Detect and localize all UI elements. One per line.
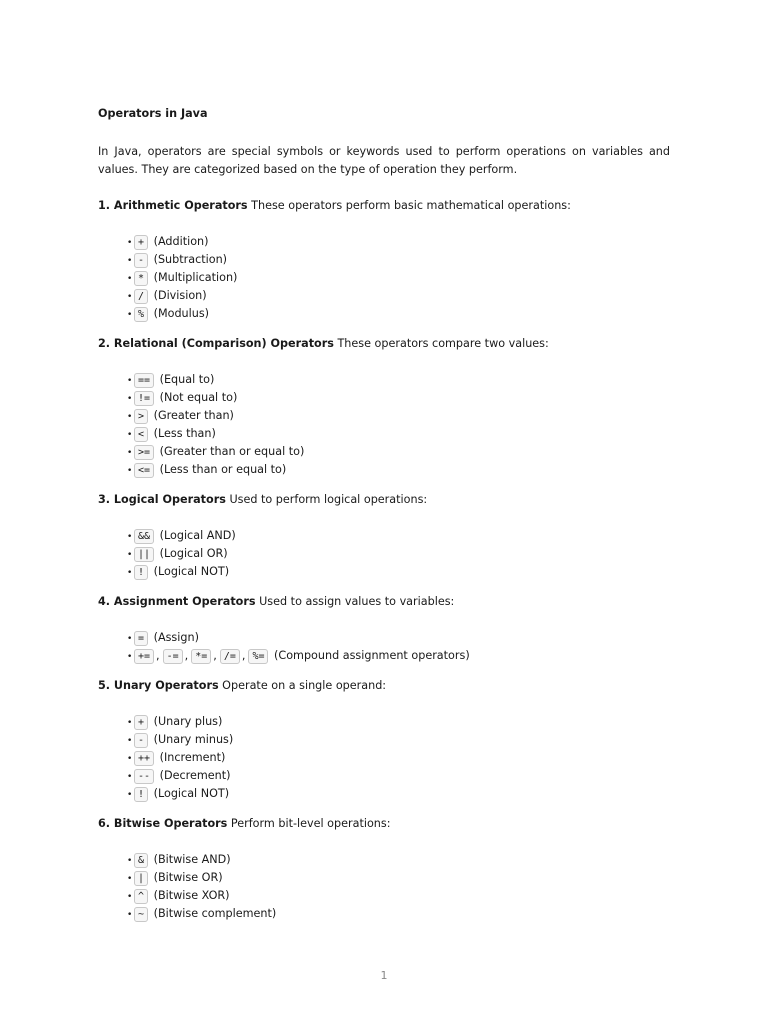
list-item bbox=[127, 767, 670, 785]
operator-code: ! bbox=[134, 565, 148, 580]
bullet-icon: • bbox=[127, 412, 133, 422]
section-heading bbox=[98, 593, 670, 611]
list-item bbox=[127, 869, 670, 887]
list-item bbox=[127, 647, 670, 665]
bullet-icon: • bbox=[127, 466, 133, 476]
document-page bbox=[98, 105, 670, 935]
section-heading bbox=[98, 491, 670, 509]
operator-code: || bbox=[134, 547, 154, 562]
document-title: Operators in Java bbox=[98, 107, 208, 120]
section-heading-text: Used to perform logical operations: bbox=[225, 493, 428, 506]
section-heading-text: Operate on a single operand: bbox=[218, 679, 387, 692]
bullet-icon: • bbox=[127, 652, 133, 662]
comma-separator: , bbox=[241, 649, 246, 662]
intro-paragraph: In Java, operators are special symbols or keywords used to perform operations on variables and values. They are categorized based on the type of operation they perform. bbox=[98, 145, 670, 176]
operator-code: = bbox=[134, 631, 148, 646]
operator-code: + bbox=[134, 715, 148, 730]
operator-code: ^ bbox=[134, 889, 148, 904]
operator-code: && bbox=[134, 529, 154, 544]
operator-description: (Bitwise XOR) bbox=[150, 889, 230, 902]
list-item bbox=[127, 563, 670, 581]
operator-description: (Less than or equal to) bbox=[156, 463, 287, 476]
operator-list bbox=[98, 851, 670, 923]
operator-description: (Equal to) bbox=[156, 373, 215, 386]
operator-description: (Compound assignment operators) bbox=[270, 649, 470, 662]
section-heading-bold: 5. Unary Operators bbox=[98, 679, 219, 692]
section-heading-bold: 3. Logical Operators bbox=[98, 493, 226, 506]
operator-description: (Bitwise complement) bbox=[150, 907, 277, 920]
operator-description: (Greater than) bbox=[150, 409, 234, 422]
list-item bbox=[127, 233, 670, 251]
operator-description: (Logical NOT) bbox=[150, 565, 230, 578]
list-item bbox=[127, 749, 670, 767]
list-item bbox=[127, 287, 670, 305]
section-heading-text: Used to assign values to variables: bbox=[255, 595, 455, 608]
operator-description: (Decrement) bbox=[156, 769, 231, 782]
operator-code: == bbox=[134, 373, 154, 388]
operator-code: + bbox=[134, 235, 148, 250]
bullet-icon: • bbox=[127, 292, 133, 302]
operator-description: (Logical NOT) bbox=[150, 787, 230, 800]
operator-code: -- bbox=[134, 769, 154, 784]
operator-description: (Unary minus) bbox=[150, 733, 234, 746]
bullet-icon: • bbox=[127, 568, 133, 578]
operator-code: % bbox=[134, 307, 148, 322]
operator-list bbox=[98, 527, 670, 581]
operator-code: * bbox=[134, 271, 148, 286]
section-heading-text: These operators compare two values: bbox=[333, 337, 549, 350]
operator-section bbox=[98, 197, 670, 323]
page-number: 1 bbox=[380, 969, 388, 982]
bullet-icon: • bbox=[127, 910, 133, 920]
operator-section bbox=[98, 491, 670, 581]
operator-list bbox=[98, 233, 670, 323]
list-item bbox=[127, 527, 670, 545]
bullet-icon: • bbox=[127, 772, 133, 782]
bullet-icon: • bbox=[127, 532, 133, 542]
operator-code: > bbox=[134, 409, 148, 424]
list-item bbox=[127, 713, 670, 731]
bullet-icon: • bbox=[127, 736, 133, 746]
list-item bbox=[127, 443, 670, 461]
comma-separator: , bbox=[156, 649, 160, 662]
operator-list bbox=[98, 713, 670, 803]
operator-code: ! bbox=[134, 787, 148, 802]
list-item bbox=[127, 887, 670, 905]
operator-description: (Increment) bbox=[156, 751, 226, 764]
operator-code: *= bbox=[191, 649, 211, 664]
list-item bbox=[127, 545, 670, 563]
list-item bbox=[127, 305, 670, 323]
operator-description: (Logical OR) bbox=[156, 547, 228, 560]
operator-code: ++ bbox=[134, 751, 154, 766]
bullet-icon: • bbox=[127, 718, 133, 728]
operator-code: < bbox=[134, 427, 148, 442]
list-item bbox=[127, 629, 670, 647]
operator-code: <= bbox=[134, 463, 154, 478]
bullet-icon: • bbox=[127, 754, 133, 764]
operator-description: (Subtraction) bbox=[150, 253, 228, 266]
section-heading bbox=[98, 335, 670, 353]
operator-description: (Addition) bbox=[150, 235, 209, 248]
bullet-icon: • bbox=[127, 238, 133, 248]
operator-code: - bbox=[134, 253, 148, 268]
operator-section bbox=[98, 677, 670, 803]
operator-code: -= bbox=[163, 649, 183, 664]
bullet-icon: • bbox=[127, 310, 133, 320]
section-heading-bold: 2. Relational (Comparison) Operators bbox=[98, 337, 334, 350]
list-item bbox=[127, 461, 670, 479]
operator-description: (Logical AND) bbox=[156, 529, 236, 542]
operator-description: (Bitwise OR) bbox=[150, 871, 223, 884]
operator-description: (Less than) bbox=[150, 427, 216, 440]
comma-separator: , bbox=[184, 649, 189, 662]
operator-section bbox=[98, 815, 670, 923]
bullet-icon: • bbox=[127, 256, 133, 266]
list-item bbox=[127, 407, 670, 425]
section-heading bbox=[98, 197, 670, 215]
section-heading-bold: 4. Assignment Operators bbox=[98, 595, 256, 608]
bullet-icon: • bbox=[127, 448, 133, 458]
list-item bbox=[127, 371, 670, 389]
operator-code: += bbox=[134, 649, 154, 664]
sections-container bbox=[98, 197, 670, 923]
list-item bbox=[127, 851, 670, 869]
bullet-icon: • bbox=[127, 634, 133, 644]
operator-code: - bbox=[134, 733, 148, 748]
bullet-icon: • bbox=[127, 430, 133, 440]
operator-description: (Assign) bbox=[150, 631, 199, 644]
operator-description: (Multiplication) bbox=[150, 271, 238, 284]
bullet-icon: • bbox=[127, 874, 133, 884]
operator-code: >= bbox=[134, 445, 154, 460]
operator-description: (Modulus) bbox=[150, 307, 210, 320]
operator-code: & bbox=[134, 853, 148, 868]
section-heading-text: These operators perform basic mathematical operations: bbox=[247, 199, 571, 212]
bullet-icon: • bbox=[127, 376, 133, 386]
operator-code: | bbox=[134, 871, 148, 886]
list-item bbox=[127, 389, 670, 407]
bullet-icon: • bbox=[127, 274, 133, 284]
operator-description: (Division) bbox=[150, 289, 207, 302]
operator-list bbox=[98, 629, 670, 665]
operator-section bbox=[98, 335, 670, 479]
section-heading bbox=[98, 815, 670, 833]
list-item bbox=[127, 425, 670, 443]
list-item bbox=[127, 269, 670, 287]
section-heading-bold: 6. Bitwise Operators bbox=[98, 817, 228, 830]
bullet-icon: • bbox=[127, 550, 133, 560]
operator-code: /= bbox=[220, 649, 240, 664]
bullet-icon: • bbox=[127, 856, 133, 866]
bullet-icon: • bbox=[127, 790, 133, 800]
section-heading bbox=[98, 677, 670, 695]
comma-separator: , bbox=[213, 649, 217, 662]
bullet-icon: • bbox=[127, 394, 133, 404]
operator-code: != bbox=[134, 391, 154, 406]
operator-description: (Unary plus) bbox=[150, 715, 223, 728]
operator-section bbox=[98, 593, 670, 665]
operator-code: ~ bbox=[134, 907, 148, 922]
operator-description: (Bitwise AND) bbox=[150, 853, 231, 866]
operator-list bbox=[98, 371, 670, 479]
section-heading-bold: 1. Arithmetic Operators bbox=[98, 199, 248, 212]
operator-description: (Greater than or equal to) bbox=[156, 445, 305, 458]
operator-code: / bbox=[134, 289, 148, 304]
section-heading-text: Perform bit-level operations: bbox=[227, 817, 391, 830]
operator-description: (Not equal to) bbox=[156, 391, 238, 404]
bullet-icon: • bbox=[127, 892, 133, 902]
list-item bbox=[127, 905, 670, 923]
list-item bbox=[127, 785, 670, 803]
operator-code: %= bbox=[248, 649, 268, 664]
list-item bbox=[127, 731, 670, 749]
list-item bbox=[127, 251, 670, 269]
